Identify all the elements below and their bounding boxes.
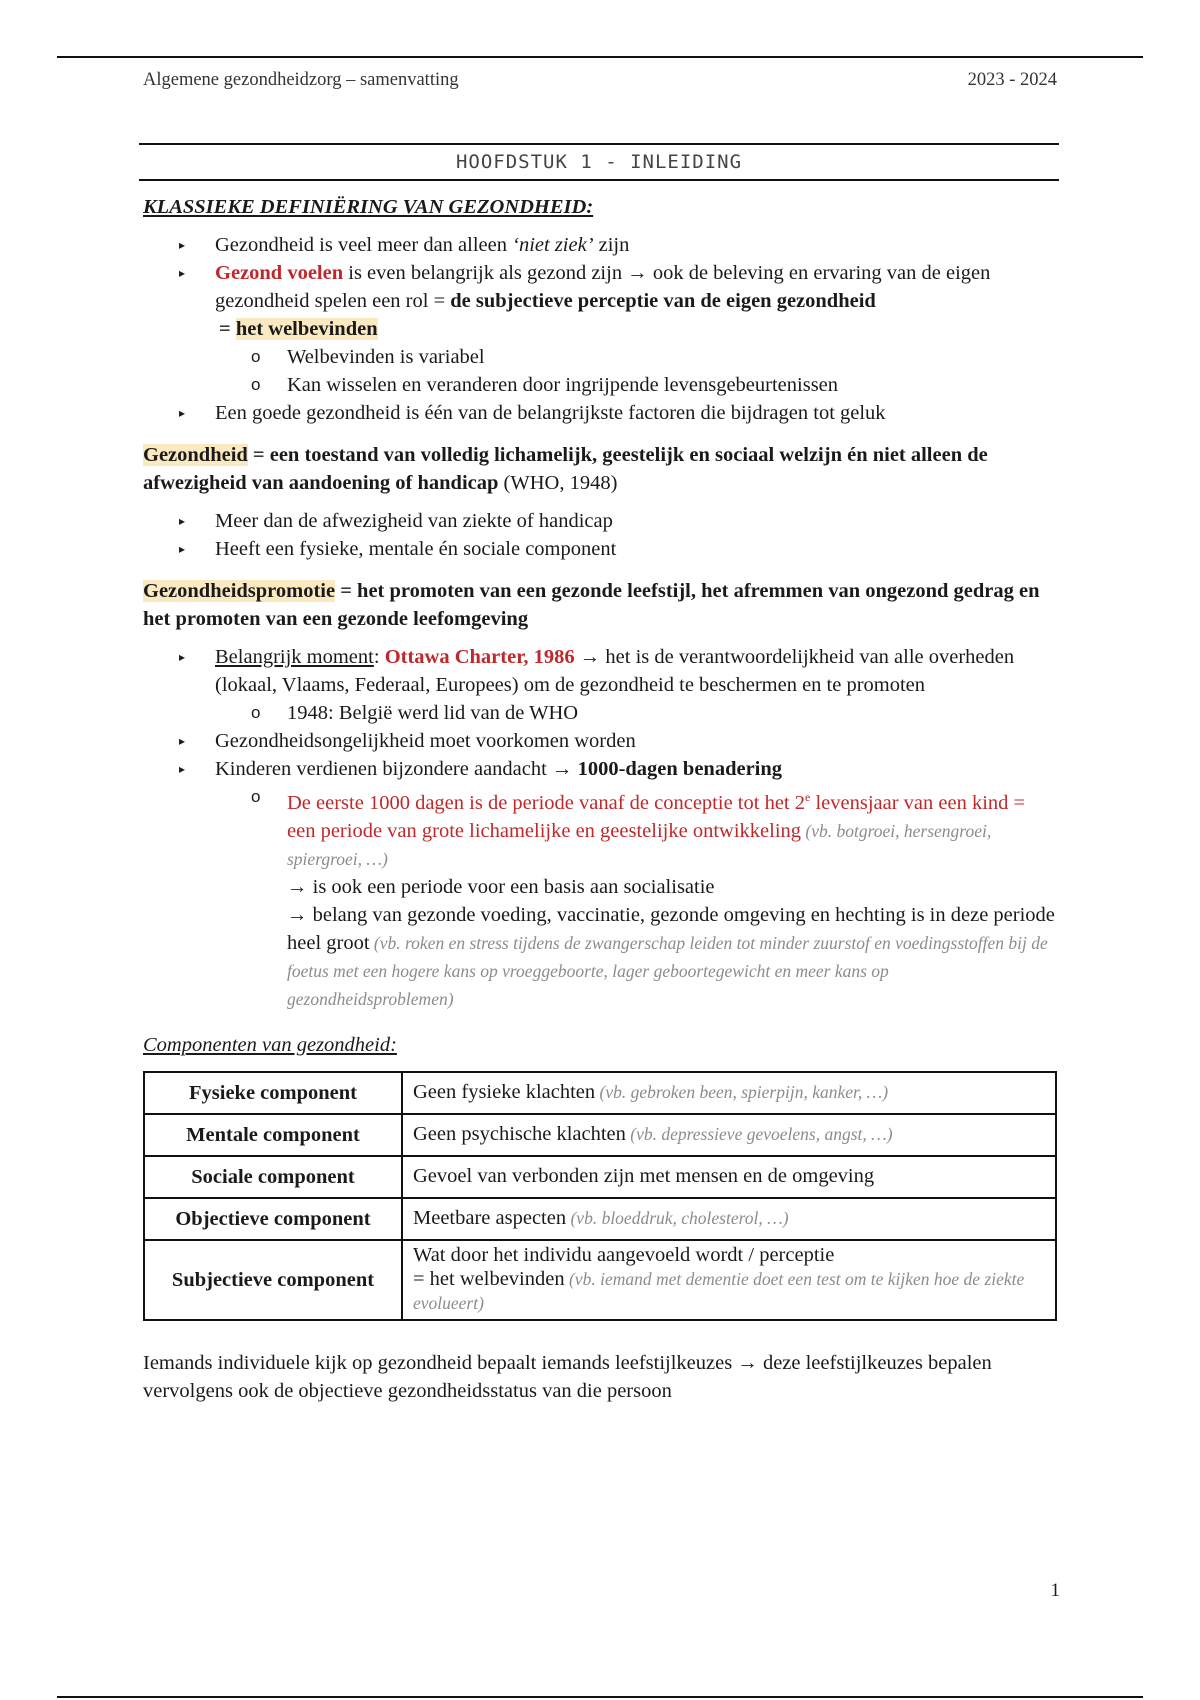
top-rule bbox=[57, 56, 1143, 58]
bullet-text: is even belangrijk als gezond zijn → ook de beleving en ervaring van de eigen gezondheid spelen een rol = bbox=[215, 262, 991, 312]
definition-text: = een toestand van volledig lichamelijk, geestelijk en sociaal welzijn én niet alleen de afwezigheid van aandoening of handicap bbox=[143, 444, 988, 494]
table-value bbox=[402, 1240, 1056, 1320]
main-content bbox=[143, 143, 1057, 1405]
section-title: KLASSIEKE DEFINIËRING VAN GEZONDHEID: bbox=[143, 196, 594, 218]
highlight-red-text: Gezond voelen bbox=[215, 262, 344, 284]
promotion-bullets bbox=[143, 643, 1057, 1013]
definition-text: = het promoten van een gezonde leefstijl, het afremmen van ongezond gedrag en het promoten van een gezonde leefomgeving bbox=[143, 580, 1040, 630]
cell-text: Geen psychische klachten bbox=[413, 1122, 626, 1145]
example-text: (vb. roken en stress tijdens de zwangerschap leiden tot minder zuurstof en voedingsstoffen bij de foetus met een hogere kans op vroeggeboorte, lager geboortegewicht en meer kans op gezondheidsproblemen) bbox=[287, 932, 1048, 1009]
list-item: o Kan wisselen en veranderen door ingrijpende levensgebeurtenissen bbox=[215, 371, 1057, 399]
table-value bbox=[402, 1198, 1056, 1240]
list-item bbox=[143, 643, 1057, 727]
page-number: 1 bbox=[1050, 1580, 1060, 1601]
list-item: ▸ Meer dan de afwezigheid van ziekte of handicap bbox=[143, 507, 1057, 535]
sub-list bbox=[215, 343, 1057, 399]
highlighted-term: het welbevinden bbox=[235, 318, 378, 340]
health-bullets bbox=[143, 507, 1057, 563]
definition-health bbox=[143, 441, 1057, 497]
bullet-text: Gezondheid is veel meer dan alleen bbox=[215, 234, 513, 256]
highlighted-term: Gezondheidspromotie bbox=[143, 580, 336, 602]
highlight-red-text: Ottawa Charter, 1986 bbox=[384, 646, 575, 668]
arrow-line bbox=[287, 901, 1057, 1013]
source-text: (WHO, 1948) bbox=[498, 472, 618, 494]
table-key: Sociale component bbox=[144, 1156, 402, 1198]
list-item: ▸ Heeft een fysieke, mentale én sociale component bbox=[143, 535, 1057, 563]
list-item: ▸ Een goede gezondheid is één van de belangrijkste factoren die bijdragen tot geluk bbox=[143, 399, 1057, 427]
closing-paragraph: Iemands individuele kijk op gezondheid bepaalt iemands leefstijlkeuzes → deze leefstijlkeuzes bepalen vervolgens ook de objectieve gezondheidsstatus van die persoon bbox=[143, 1351, 992, 1402]
sub-list bbox=[215, 699, 1057, 727]
example-text: (vb. botgroei, hersengroei, spiergroei, …) bbox=[287, 820, 992, 869]
example-text: (vb. bloeddruk, cholesterol, …) bbox=[566, 1207, 789, 1228]
header-left: Algemene gezondheidzorg – samenvatting bbox=[143, 70, 459, 90]
extra-lines bbox=[215, 873, 1057, 1013]
equals-text: = bbox=[219, 318, 236, 340]
bold-text: 1000-dagen benadering bbox=[577, 758, 783, 780]
red-text: De eerste 1000 dagen is de periode vanaf de conceptie tot het 2 bbox=[287, 791, 805, 814]
definition-promotion bbox=[143, 577, 1057, 633]
arrow-line-text: → belang van gezonde voeding, vaccinatie, gezonde omgeving en hechting is in deze periode heel groot bbox=[287, 903, 1055, 954]
list-item bbox=[143, 259, 1057, 399]
table-key: Fysieke component bbox=[144, 1072, 402, 1114]
table-value bbox=[402, 1156, 1056, 1198]
example-text: (vb. depressieve gevoelens, angst, …) bbox=[625, 1123, 893, 1144]
bullet-text: zijn bbox=[593, 234, 630, 256]
cell-text: Gevoel van verbonden zijn met mensen en de omgeving bbox=[413, 1164, 875, 1187]
bullet-text: : bbox=[373, 646, 385, 668]
cell-text: = het welbevinden bbox=[413, 1267, 565, 1290]
highlighted-term: Gezondheid bbox=[143, 444, 248, 466]
arrow-line: → is ook een periode voor een basis aan socialisatie bbox=[287, 875, 715, 898]
table-key: Objectieve component bbox=[144, 1198, 402, 1240]
bullet-text: → het is de verantwoordelijkheid van alle overheden (lokaal, Vlaams, Federaal, Europees) om de gezondheid te beschermen en te promoten bbox=[215, 646, 1015, 696]
table-key: Mentale component bbox=[144, 1114, 402, 1156]
components-title: Componenten van gezondheid: bbox=[143, 1033, 397, 1056]
table-key: Subjectieve component bbox=[144, 1240, 402, 1320]
table-row bbox=[144, 1198, 1056, 1240]
bold-text: de subjectieve perceptie van de eigen gezondheid bbox=[450, 290, 876, 312]
list-item bbox=[215, 783, 1057, 873]
definition-bullets bbox=[143, 231, 1057, 427]
header-right: 2023 - 2024 bbox=[967, 70, 1057, 90]
table-value bbox=[402, 1072, 1056, 1114]
list-item: o Welbevinden is variabel bbox=[215, 343, 1057, 371]
table-value bbox=[402, 1114, 1056, 1156]
list-item: ▸ Gezondheidsongelijkheid moet voorkomen worden bbox=[143, 727, 1057, 755]
list-item bbox=[143, 755, 1057, 1013]
list-item: o 1948: België werd lid van de WHO bbox=[215, 699, 1057, 727]
table-row bbox=[144, 1156, 1056, 1198]
superscript: e bbox=[805, 790, 811, 804]
cell-text: Geen fysieke klachten bbox=[413, 1080, 596, 1103]
chapter-title: HOOFDSTUK 1 - INLEIDING bbox=[139, 143, 1059, 181]
components-table bbox=[143, 1071, 1057, 1321]
example-text: (vb. gebroken been, spierpijn, kanker, …) bbox=[595, 1081, 889, 1102]
emphasis-text: ‘niet ziek’ bbox=[512, 234, 594, 256]
bullet-text: Kinderen verdienen bijzondere aandacht → bbox=[215, 758, 578, 780]
sub-list bbox=[215, 783, 1057, 873]
example-text: (vb. iemand met dementie doet een test om te kijken hoe de ziekte evolueert) bbox=[413, 1268, 1025, 1313]
list-item bbox=[143, 231, 1057, 259]
red-text: levensjaar van een kind = een periode van grote lichamelijke en geestelijke ontwikkeling bbox=[287, 791, 1026, 842]
underlined-text: Belangrijk moment bbox=[215, 646, 374, 668]
table-row bbox=[144, 1240, 1056, 1320]
cell-text: Wat door het individu aangevoeld wordt / perceptie bbox=[413, 1243, 835, 1266]
table-row bbox=[144, 1114, 1056, 1156]
table-row bbox=[144, 1072, 1056, 1114]
bottom-rule bbox=[57, 1696, 1143, 1698]
cell-text: Meetbare aspecten bbox=[413, 1206, 567, 1229]
